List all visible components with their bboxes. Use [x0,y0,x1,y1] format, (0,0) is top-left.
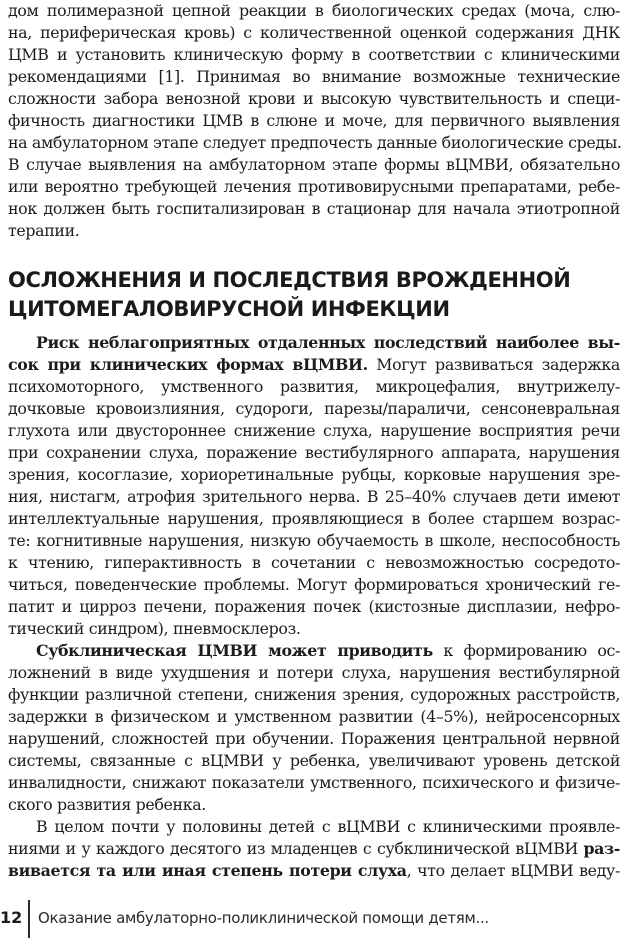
text-line: интеллектуальные нарушения, проявляющиеся в более старшем возрас- [8,509,620,528]
text-line: зрения, косоглазие, хориоретинальные рубцы, корковые нарушения зре- [8,465,620,484]
text-span: Могут развиваться задержка [367,355,621,374]
text-line: задержки в физическом и умственном развитии (4–5%), нейросенсорных [8,707,620,726]
text-line: дочковые кровоизлияния, судороги, парезы/параличи, сенсоневральная [8,399,620,418]
footer-divider [28,900,30,938]
text-line [8,860,620,882]
text-line: ского развития ребенка. [8,795,206,814]
text-line: глухота или двустороннее снижение слуха, нарушение восприятия речи [8,421,620,440]
bold-lead: Субклиническая ЦМВИ может приводить [36,641,433,660]
bold-span: вивается та или иная степень потери слуха [8,861,407,880]
text-line: терапии. [8,221,80,240]
text-line: тический синдром), пневмосклероз. [8,619,301,638]
text-line: сложности забора венозной крови и высокую чувствительность и специ- [8,89,620,108]
section-heading-line-2: ЦИТОМЕГАЛОВИРУСНОЙ ИНФЕКЦИИ [8,297,450,321]
section-heading-line-1: ОСЛОЖНЕНИЯ И ПОСЛЕДСТВИЯ ВРОЖДЕННОЙ [8,268,571,292]
bold-span: раз- [583,839,620,858]
text-line: патит и цирроз печени, поражения почек (кистозные дисплазии, нефро- [8,597,620,616]
text-line: рекомендациями [1]. Принимая во внимание возможные технические [8,67,620,86]
bold-lead: Риск неблагоприятных отдаленных последствий наиболее вы- [36,333,620,352]
text-line: или вероятно требующей лечения противовирусными препаратами, ребе- [8,177,620,196]
text-line: на, периферическая кровь) с количественной оценкой содержания ДНК [8,23,620,42]
text-span: к формированию ос- [432,641,620,660]
text-line: ложнений в виде ухудшения и потери слуха, нарушения вестибулярной [8,663,620,682]
text-line: В случае выявления на амбулаторном этапе формы вЦМВИ, обязательно [8,155,620,174]
bold-lead: сок при клинических формах вЦМВИ. [8,355,368,374]
text-line [8,838,620,860]
text-line: функции различной степени, снижения зрения, судорожных расстройств, [8,685,620,704]
text-line: психомоторного, умственного развития, микроцефалия, внутрижелу- [8,377,620,396]
page-number: 12 [0,908,23,927]
text-line: к чтению, гиперактивность в сочетании с невозможностью сосредото- [8,553,620,572]
text-line [8,354,620,376]
text-line: В целом почти у половины детей с вЦМВИ с клиническими проявле- [36,817,620,836]
text-line: нарушений, сложностей при обучении. Поражения центральной нервной [8,729,620,748]
text-line: при сохранении слуха, поражение вестибулярного аппарата, нарушения [8,443,620,462]
text-line: читься, поведенческие проблемы. Могут формироваться хронический ге- [8,575,620,594]
page-footer [0,900,628,940]
text-line: на амбулаторном этапе следует предпочесть данные биологические среды. [8,133,622,152]
text-line [8,640,620,662]
text-line: фичность диагностики ЦМВ в слюне и моче, для первичного выявления [8,111,620,130]
text-line: инвалидности, снижают показатели умственного, психического и физиче- [8,773,620,792]
text-span: , что делает вЦМВИ веду- [406,861,620,880]
text-line: системы, связанные с вЦМВИ у ребенка, увеличивают уровень детской [8,751,620,770]
text-line [8,332,620,354]
text-line: те: когнитивные нарушения, низкую обучаемость в школе, неспособность [8,531,620,550]
text-line: ния, нистагм, атрофия зрительного нерва. В 25–40% случаев дети имеют [8,487,620,506]
text-line: нок должен быть госпитализирован в стационар для начала этиотропной [8,199,620,218]
text-line: ЦМВ и установить клиническую форму в соответствии с клиническими [8,45,620,64]
text-line: дом полимеразной цепной реакции в биологических средах (моча, слю- [8,1,620,20]
text-span: ниями и у каждого десятого из младенцев с субклинической вЦМВИ [8,839,584,858]
running-title: Оказание амбулаторно-поликлинической помощи детям... [38,909,489,927]
